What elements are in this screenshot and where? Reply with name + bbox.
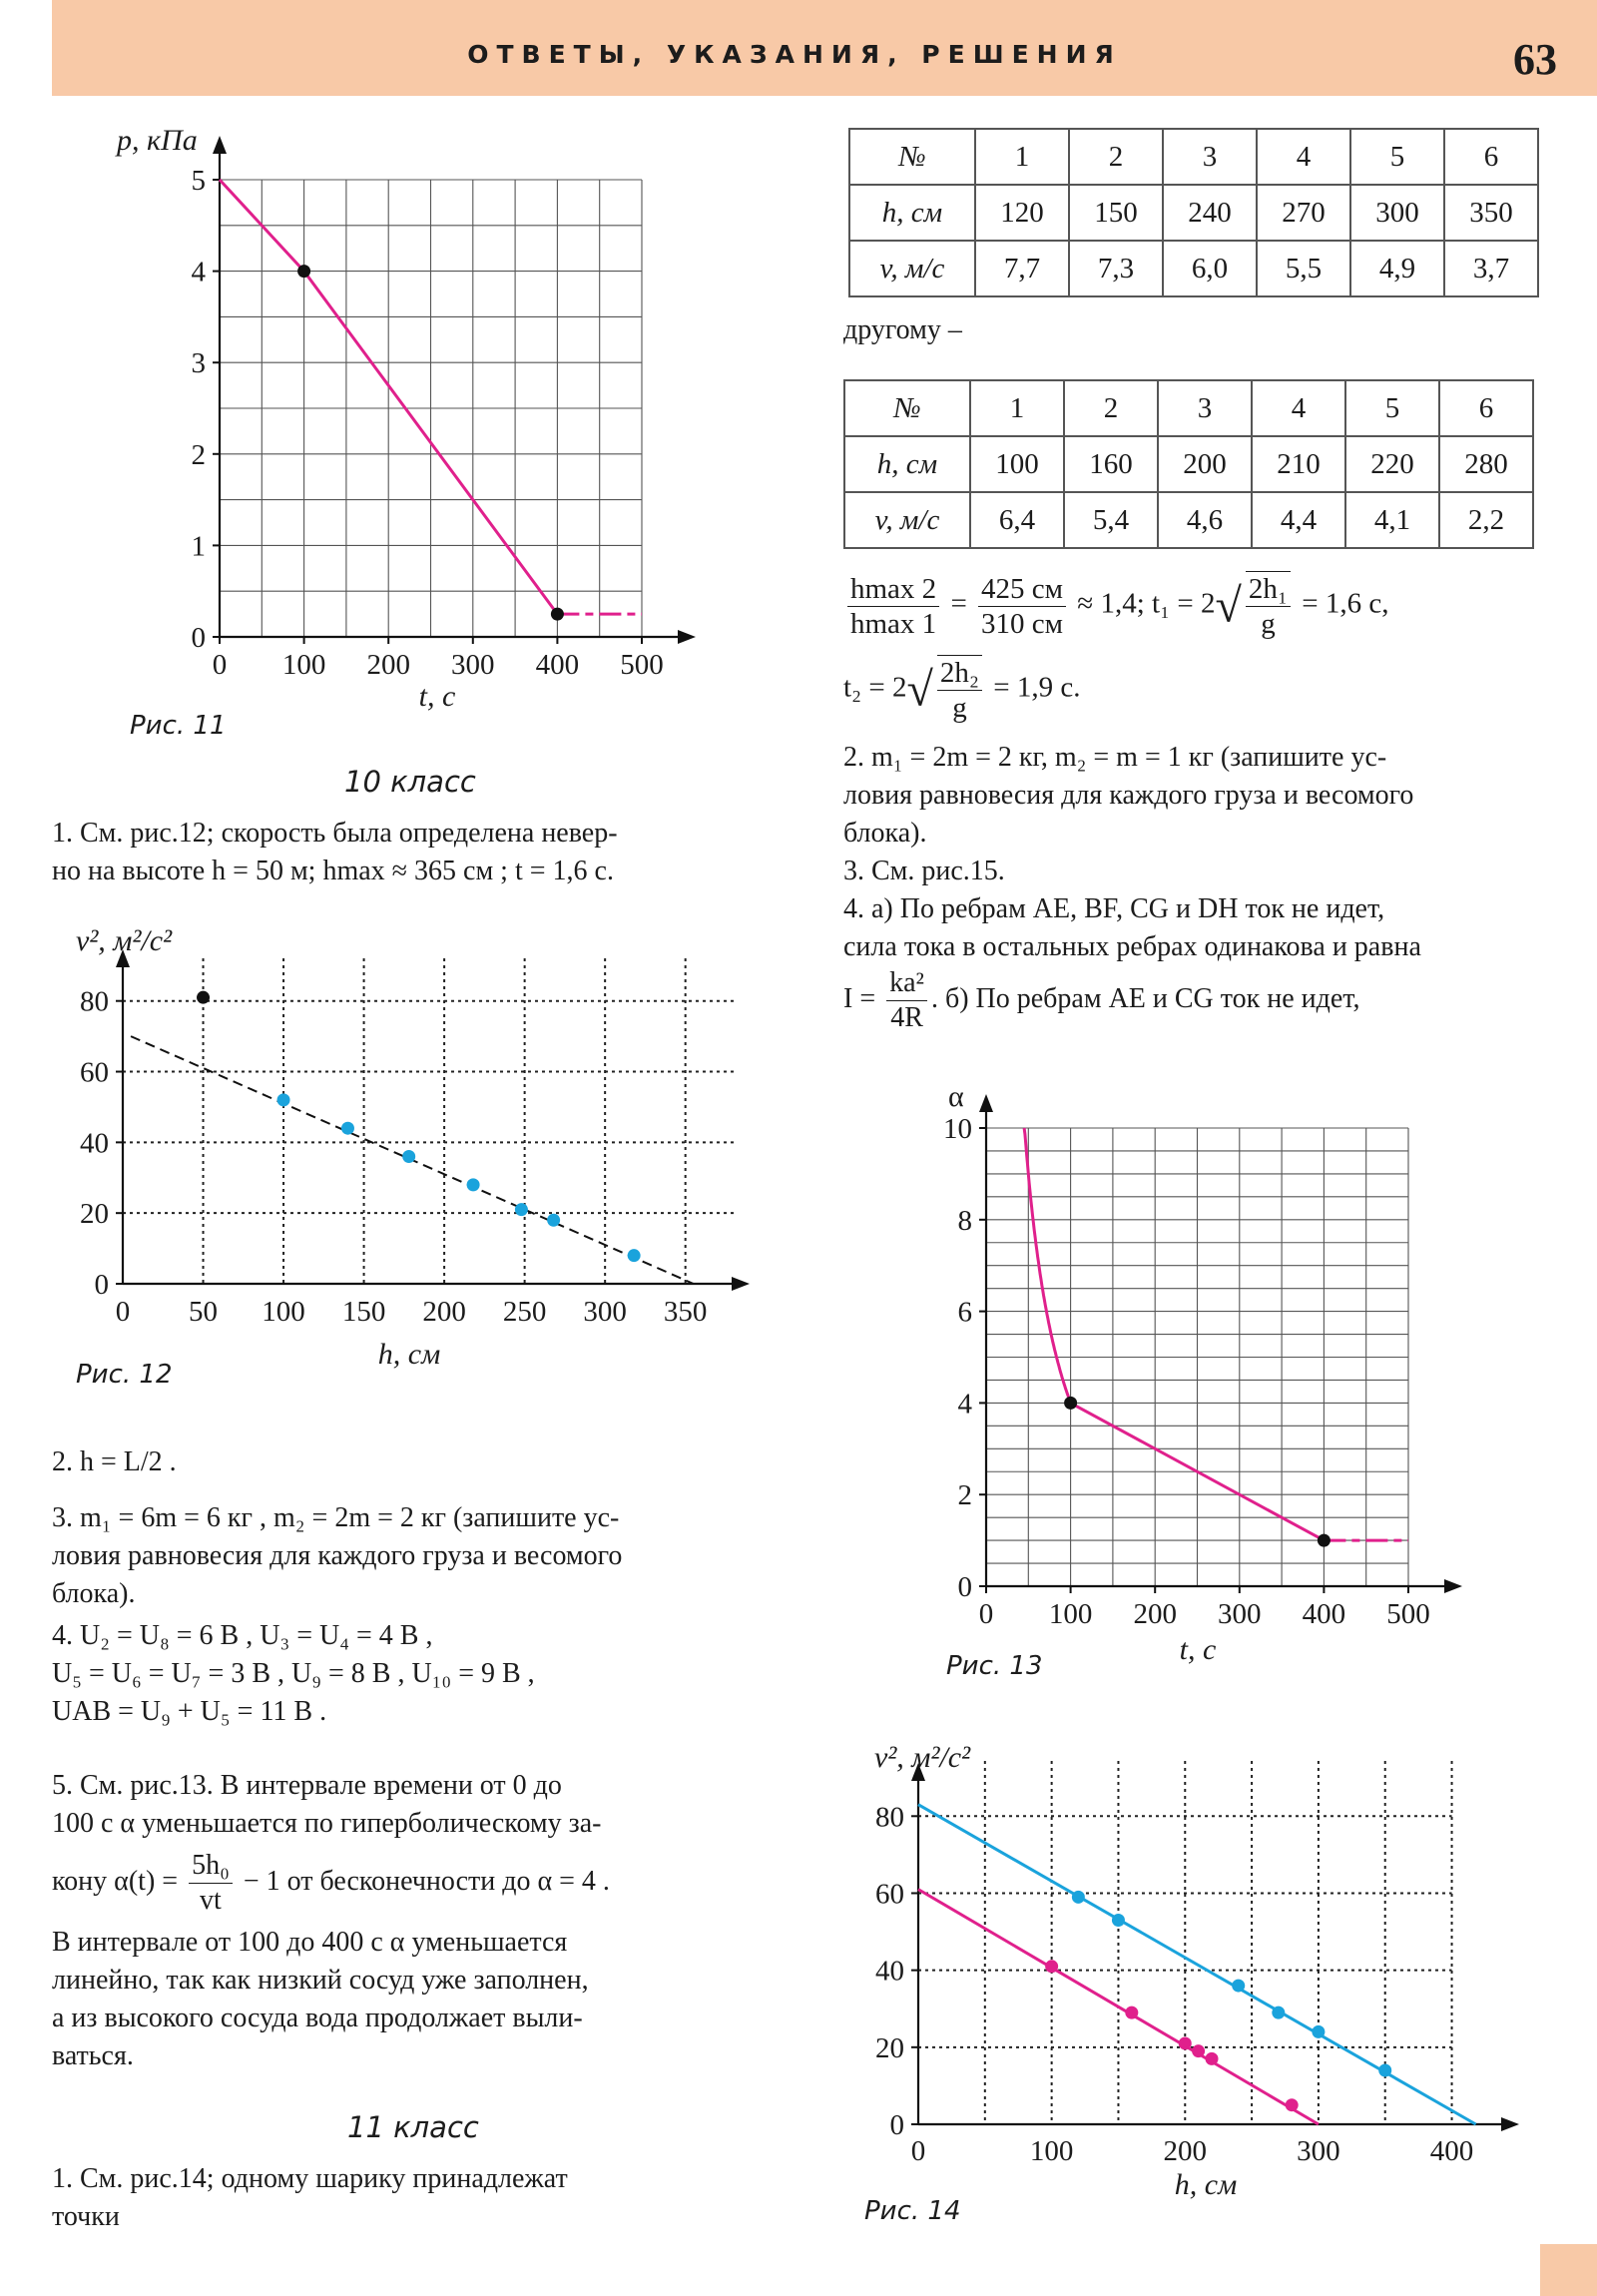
y-tick-label: 4 bbox=[957, 1388, 972, 1421]
table-cell: 4 bbox=[1257, 129, 1350, 185]
value-numerator: 425 см bbox=[978, 572, 1066, 607]
figure-14-chart bbox=[858, 1727, 1547, 2206]
table-cell: 5,5 bbox=[1257, 241, 1350, 296]
y-tick-label: 80 bbox=[80, 985, 109, 1018]
table-cell: 270 bbox=[1257, 185, 1350, 241]
answer-11-4-line-3 bbox=[843, 966, 1542, 1035]
x-tick-label: 100 bbox=[1048, 1598, 1093, 1630]
data-point bbox=[1112, 1914, 1125, 1927]
outlier-point bbox=[197, 991, 210, 1004]
table-cell: 5 bbox=[1345, 380, 1439, 436]
y-tick-label: 3 bbox=[191, 347, 206, 380]
answer-10-4-line-1: 4. U₂ = U₈ = 6 В , U₃ = U₄ = 4 В , bbox=[52, 1620, 433, 1651]
table-cell: 7,3 bbox=[1069, 241, 1163, 296]
current-numerator: ka² bbox=[886, 966, 927, 1001]
x-tick-label: 100 bbox=[1029, 2135, 1074, 2167]
figure-11-caption: Рис. 11 bbox=[130, 711, 227, 741]
figure-12-chart bbox=[60, 908, 759, 1378]
value-ratio-fraction bbox=[978, 572, 1066, 641]
answer-11-2-line-1: 2. m₁ = 2m = 2 кг, m₂ = m = 1 кг (запишите ус- bbox=[843, 742, 1387, 773]
class-10-title: 10 класс bbox=[344, 765, 476, 799]
y-tick-label: 8 bbox=[957, 1204, 972, 1237]
y-tick-label: 0 bbox=[191, 622, 206, 654]
table-cell: 2,2 bbox=[1439, 492, 1533, 548]
x-tick-label: 200 bbox=[1133, 1598, 1177, 1630]
data-point bbox=[515, 1203, 528, 1216]
table-cell: 4,4 bbox=[1252, 492, 1345, 548]
y-axis-title: α bbox=[948, 1080, 964, 1113]
y-tick-label: 10 bbox=[943, 1113, 972, 1145]
fit-line bbox=[918, 1805, 1476, 2124]
sqrt-sign: √ bbox=[1215, 579, 1242, 633]
answer-10-4-line-3: UAB = U₉ + U₅ = 11 В . bbox=[52, 1696, 327, 1727]
y-tick-label: 4 bbox=[191, 256, 206, 288]
table-cell: 3 bbox=[1158, 380, 1252, 436]
ratio-formula bbox=[843, 571, 1388, 641]
table-cell: h, см bbox=[844, 436, 970, 492]
table-row bbox=[844, 492, 1533, 548]
x-tick-label: 200 bbox=[1163, 2135, 1208, 2167]
y-tick-label: 0 bbox=[94, 1269, 109, 1301]
answer-11-4-line-2: сила тока в остальных ребрах одинакова и равна bbox=[843, 931, 1421, 962]
t2-prefix: t₂ = 2 bbox=[843, 671, 907, 704]
x-tick-label: 500 bbox=[620, 649, 664, 681]
table-cell: № bbox=[844, 380, 970, 436]
value-denominator: 310 см bbox=[981, 607, 1064, 640]
table-cell: 1 bbox=[975, 129, 1069, 185]
answer-10-4 bbox=[52, 1617, 751, 1731]
x-axis-title: h, см bbox=[1174, 2168, 1238, 2201]
corner-tab bbox=[1540, 2244, 1597, 2296]
table-cell: 4,9 bbox=[1350, 241, 1444, 296]
alpha-fraction-denominator: vt bbox=[200, 1885, 222, 1916]
answer-10-3 bbox=[52, 1499, 751, 1613]
data-point bbox=[1286, 2098, 1299, 2111]
x-axis-title: t, с bbox=[418, 680, 456, 713]
table-cell: v, м/с bbox=[849, 241, 975, 296]
data-point bbox=[1125, 2007, 1138, 2019]
class-11-title: 11 класс bbox=[347, 2110, 479, 2144]
answer-10-5 bbox=[52, 1767, 751, 2075]
data-point bbox=[1206, 2052, 1219, 2065]
t1-prefix: ≈ 1,4; t₁ = 2 bbox=[1077, 587, 1216, 620]
table-cell: 350 bbox=[1444, 185, 1538, 241]
sqrt-sign: √ bbox=[906, 663, 933, 717]
table-ball-1-header-row bbox=[849, 129, 1538, 185]
table-cell: 6,0 bbox=[1163, 241, 1257, 296]
table-cell: 3 bbox=[1163, 129, 1257, 185]
y-axis-arrow bbox=[213, 136, 227, 154]
answer-10-4-line-2: U₅ = U₆ = U₇ = 3 В , U₉ = 8 В , U₁₀ = 9 В , bbox=[52, 1658, 535, 1689]
answer-10-2 bbox=[52, 1443, 751, 1481]
table-cell: 200 bbox=[1158, 436, 1252, 492]
y-tick-label: 20 bbox=[80, 1198, 109, 1231]
data-point bbox=[628, 1249, 641, 1262]
table-cell: 160 bbox=[1064, 436, 1158, 492]
y-tick-label: 60 bbox=[875, 1878, 904, 1911]
x-tick-label: 300 bbox=[583, 1296, 627, 1328]
table-cell: 6 bbox=[1444, 129, 1538, 185]
equals-sign: = bbox=[950, 587, 967, 620]
x-tick-label: 50 bbox=[189, 1296, 219, 1328]
data-point bbox=[1378, 2063, 1391, 2076]
x-tick-label: 200 bbox=[422, 1296, 466, 1328]
x-axis-arrow bbox=[1444, 1579, 1462, 1593]
data-point bbox=[1312, 2025, 1325, 2038]
answer-10-3-line-3: блока). bbox=[52, 1578, 136, 1609]
t2-formula bbox=[843, 655, 1080, 725]
figure-13-chart bbox=[918, 1068, 1477, 1667]
t2-denominator: g bbox=[952, 692, 967, 724]
y-tick-label: 2 bbox=[191, 438, 206, 471]
y-tick-label: 60 bbox=[80, 1056, 109, 1089]
table-cell: 6 bbox=[1439, 380, 1533, 436]
data-point bbox=[1272, 2007, 1285, 2019]
table-cell: h, см bbox=[849, 185, 975, 241]
table-cell: 4 bbox=[1252, 380, 1345, 436]
data-point bbox=[1072, 1891, 1085, 1904]
y-axis-arrow bbox=[979, 1094, 993, 1112]
t1-denominator: g bbox=[1261, 608, 1276, 640]
x-tick-label: 0 bbox=[212, 649, 228, 681]
answer-10-1-line-1: 1. См. рис.12; скорость была определена невер- bbox=[52, 818, 618, 849]
current-formula-start: I = bbox=[843, 982, 883, 1014]
table-cell: 2 bbox=[1064, 380, 1158, 436]
answer-10-5-line-6: а из высокого сосуда вода продолжает выли- bbox=[52, 2003, 583, 2033]
answer-10-5-line-4: В интервале от 100 до 400 с α уменьшается bbox=[52, 1927, 568, 1958]
table-cell: 150 bbox=[1069, 185, 1163, 241]
ratio-denominator: hmax 1 bbox=[850, 607, 937, 640]
current-fraction bbox=[886, 966, 927, 1035]
x-axis-title: t, с bbox=[1179, 1633, 1217, 1666]
y-tick-label: 80 bbox=[875, 1801, 904, 1834]
y-tick-label: 0 bbox=[889, 2109, 904, 2141]
answer-10-5-line-5: линейно, так как низкий сосуд уже заполнен, bbox=[52, 1965, 589, 1996]
answer-11-1-line-1: 1. См. рис.14; одному шарику принадлежат bbox=[52, 2163, 568, 2194]
table-cell: 5 bbox=[1350, 129, 1444, 185]
x-tick-label: 300 bbox=[451, 649, 495, 681]
answer-11-3: 3. См. рис.15. bbox=[843, 856, 1005, 886]
answer-11-4-line-1: 4. а) По ребрам AE, BF, CG и DH ток не идет, bbox=[843, 893, 1385, 924]
x-axis-arrow bbox=[732, 1277, 750, 1291]
x-tick-label: 0 bbox=[910, 2135, 926, 2167]
x-tick-label: 400 bbox=[1302, 1598, 1346, 1630]
figure-12-caption: Рис. 12 bbox=[76, 1360, 173, 1390]
table-cell: 6,4 bbox=[970, 492, 1064, 548]
t2-sqrt-fraction bbox=[937, 655, 982, 725]
x-tick-label: 250 bbox=[502, 1296, 547, 1328]
answer-10-3-line-1: 3. m₁ = 6m = 6 кг , m₂ = 2m = 2 кг (запишите ус- bbox=[52, 1502, 620, 1533]
y-axis-title: p, кПа bbox=[117, 124, 198, 157]
y-tick-label: 1 bbox=[191, 530, 206, 563]
table-ball-2-header-row bbox=[844, 380, 1533, 436]
answer-10-3-line-2: ловия равновесия для каждого груза и весомого bbox=[52, 1540, 623, 1571]
x-tick-label: 100 bbox=[262, 1296, 305, 1328]
table-cell: 7,7 bbox=[975, 241, 1069, 296]
answer-11-2 bbox=[843, 739, 1542, 1035]
table-cell: 300 bbox=[1350, 185, 1444, 241]
figure-13-caption: Рис. 13 bbox=[946, 1651, 1043, 1681]
height-ratio-fraction bbox=[847, 572, 939, 641]
data-point bbox=[277, 1093, 290, 1106]
data-point bbox=[341, 1122, 354, 1135]
table-cell: 5,4 bbox=[1064, 492, 1158, 548]
data-point bbox=[402, 1150, 415, 1163]
x-tick-label: 100 bbox=[281, 649, 326, 681]
x-tick-label: 350 bbox=[663, 1296, 708, 1328]
table-cell: 1 bbox=[970, 380, 1064, 436]
data-point bbox=[1232, 1980, 1245, 1993]
alpha-formula-end: − 1 от бесконечности до α = 4 . bbox=[236, 1865, 610, 1897]
figure-14-caption: Рис. 14 bbox=[864, 2196, 961, 2226]
y-tick-label: 20 bbox=[875, 2031, 904, 2064]
x-axis-arrow bbox=[678, 630, 696, 644]
figure-11-chart bbox=[60, 120, 699, 739]
x-tick-label: 400 bbox=[1429, 2135, 1474, 2167]
answer-10-5-line-2: 100 с α уменьшается по гиперболическому за- bbox=[52, 1808, 602, 1839]
answer-10-5-line-3 bbox=[52, 1849, 751, 1918]
table-cell: № bbox=[849, 129, 975, 185]
y-axis-title: v², м²/с² bbox=[76, 924, 173, 957]
table-row bbox=[844, 436, 1533, 492]
answer-11-1-line-2: точки bbox=[52, 2201, 120, 2232]
t2-numerator: 2h₂ bbox=[937, 656, 982, 691]
x-tick-label: 300 bbox=[1297, 2135, 1340, 2167]
table-cell: v, м/с bbox=[844, 492, 970, 548]
table-cell: 3,7 bbox=[1444, 241, 1538, 296]
data-point bbox=[1064, 1397, 1077, 1410]
table-row bbox=[849, 241, 1538, 296]
header-title: ОТВЕТЫ, УКАЗАНИЯ, РЕШЕНИЯ bbox=[467, 40, 1122, 69]
table-cell: 100 bbox=[970, 436, 1064, 492]
data-point bbox=[1045, 1960, 1058, 1973]
data-point bbox=[297, 265, 310, 278]
data-point bbox=[1192, 2044, 1205, 2057]
table-row bbox=[849, 185, 1538, 241]
x-tick-label: 150 bbox=[341, 1296, 386, 1328]
x-tick-label: 200 bbox=[366, 649, 410, 681]
answer-11-2-line-3: блока). bbox=[843, 818, 927, 849]
table-cell: 280 bbox=[1439, 436, 1533, 492]
page-header bbox=[52, 0, 1597, 96]
t1-value: = 1,6 с, bbox=[1302, 587, 1389, 620]
x-tick-label: 400 bbox=[535, 649, 580, 681]
t1-numerator: 2h₁ bbox=[1246, 572, 1291, 607]
page-number: 63 bbox=[1513, 35, 1557, 84]
table-cell: 210 bbox=[1252, 436, 1345, 492]
alpha-fraction bbox=[189, 1849, 233, 1918]
table-cell: 120 bbox=[975, 185, 1069, 241]
answer-10-1 bbox=[52, 815, 751, 890]
y-tick-label: 5 bbox=[191, 165, 206, 197]
answer-10-2-text: 2. h = L/2 . bbox=[52, 1446, 177, 1477]
alpha-fraction-numerator: 5h₀ bbox=[189, 1849, 233, 1884]
t2-value: = 1,9 с. bbox=[993, 671, 1081, 704]
x-tick-label: 500 bbox=[1386, 1598, 1430, 1630]
answer-11-1 bbox=[52, 2160, 751, 2236]
data-point bbox=[1318, 1534, 1331, 1547]
current-denominator: 4R bbox=[890, 1002, 923, 1033]
table-cell: 4,1 bbox=[1345, 492, 1439, 548]
table-cell: 4,6 bbox=[1158, 492, 1252, 548]
x-tick-label: 0 bbox=[978, 1598, 994, 1630]
y-tick-label: 40 bbox=[80, 1127, 109, 1160]
table-ball-2 bbox=[843, 379, 1534, 549]
x-tick-label: 0 bbox=[115, 1296, 131, 1328]
x-tick-label: 300 bbox=[1218, 1598, 1262, 1630]
answer-10-5-line-1: 5. См. рис.13. В интервале времени от 0 до bbox=[52, 1770, 562, 1801]
y-axis-title: v², м²/с² bbox=[874, 1741, 971, 1774]
y-tick-label: 6 bbox=[957, 1296, 972, 1329]
answer-10-5-line-7: ваться. bbox=[52, 2040, 134, 2071]
table-ball-1 bbox=[848, 128, 1539, 297]
t1-sqrt-fraction bbox=[1246, 571, 1291, 641]
data-point bbox=[1179, 2036, 1192, 2049]
table-cell: 240 bbox=[1163, 185, 1257, 241]
table-cell: 2 bbox=[1069, 129, 1163, 185]
data-point bbox=[467, 1178, 480, 1191]
table-cell: 220 bbox=[1345, 436, 1439, 492]
y-tick-label: 2 bbox=[957, 1479, 972, 1512]
data-point bbox=[551, 608, 564, 621]
current-formula-end: . б) По ребрам AE и CG ток не идет, bbox=[930, 982, 1360, 1014]
x-axis-title: h, см bbox=[377, 1338, 441, 1371]
data-point bbox=[547, 1214, 560, 1227]
x-axis-arrow bbox=[1501, 2117, 1519, 2131]
ratio-numerator: hmax 2 bbox=[847, 572, 939, 607]
alpha-formula-start: кону α(t) = bbox=[52, 1865, 186, 1897]
y-tick-label: 0 bbox=[957, 1571, 972, 1603]
between-tables-text: другому – bbox=[843, 314, 962, 345]
y-tick-label: 40 bbox=[875, 1955, 904, 1988]
answer-11-2-line-2: ловия равновесия для каждого груза и весомого bbox=[843, 780, 1414, 811]
answer-10-1-line-2: но на высоте h = 50 м; hmax ≈ 365 см ; t = 1,6 с. bbox=[52, 856, 614, 886]
